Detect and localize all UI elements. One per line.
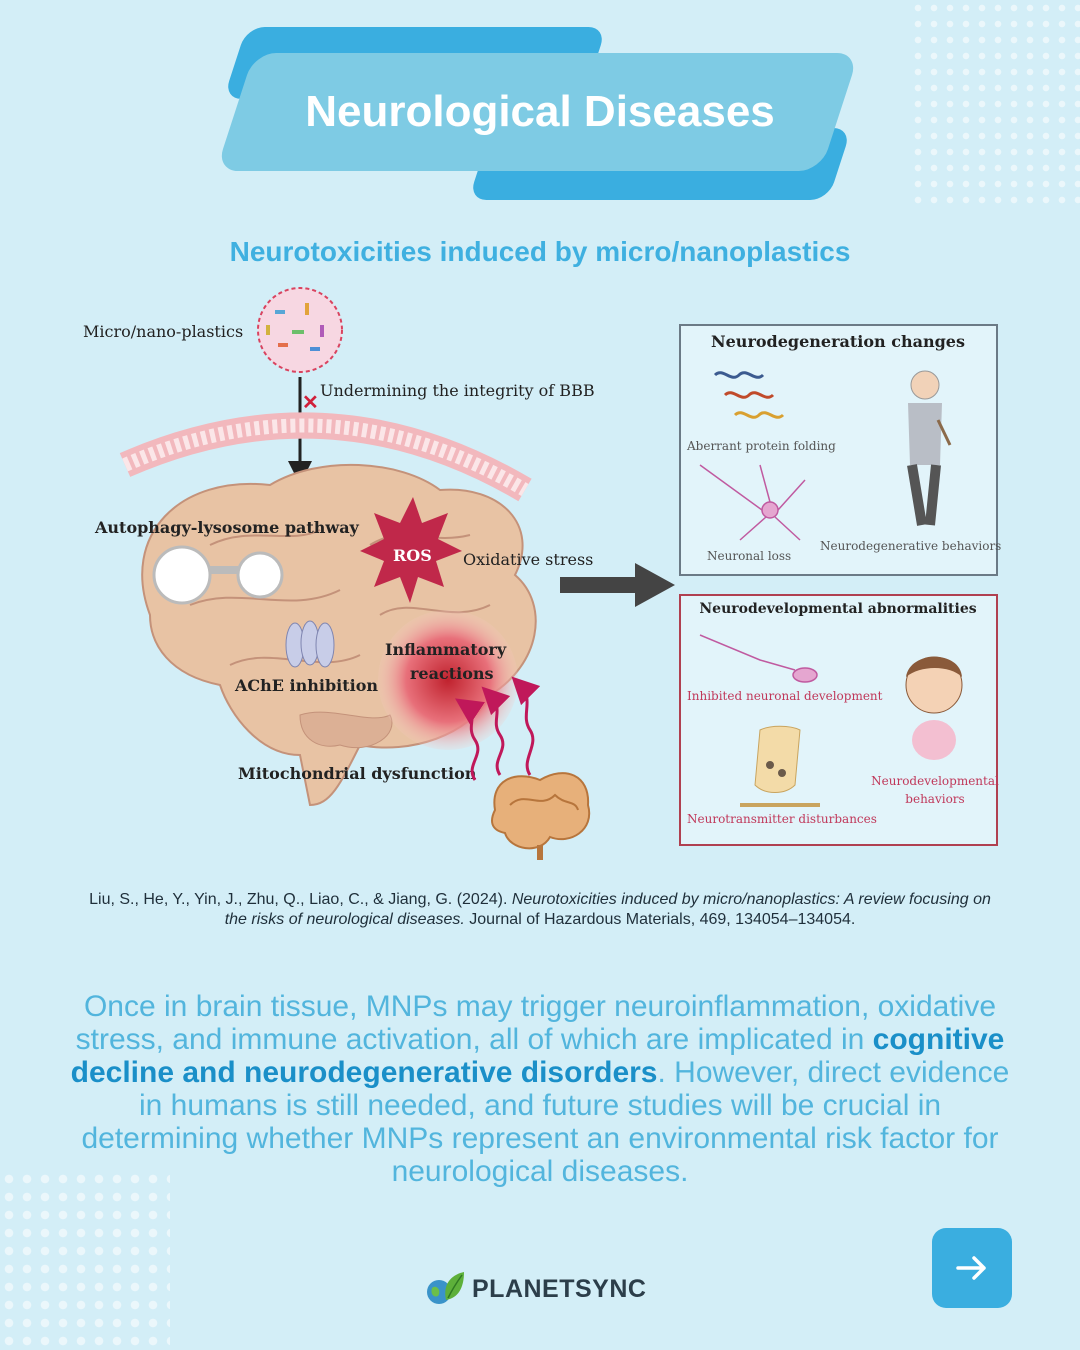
citation-authors: Liu, S., He, Y., Yin, J., Zhu, Q., Liao, C., & Jiang, G. (2024). bbox=[89, 891, 508, 908]
label-ache: AChE inhibition bbox=[235, 676, 379, 695]
planet-leaf-icon bbox=[424, 1270, 466, 1308]
label-dev-behaviors-2: behaviors bbox=[905, 792, 965, 806]
body-paragraph bbox=[70, 990, 1010, 1188]
neurodevelopment-title: Neurodevelopmental abnormalities bbox=[699, 601, 977, 617]
label-inflammatory-2: reactions bbox=[410, 664, 494, 683]
cross-icon: ✕ bbox=[302, 390, 319, 414]
citation-journal: Journal of Hazardous Materials, 469, 134054–134054. bbox=[469, 911, 856, 928]
arrow-right-icon bbox=[952, 1248, 992, 1288]
label-transmitter: Neurotransmitter disturbances bbox=[687, 812, 877, 826]
neurodevelopment-box bbox=[680, 595, 997, 845]
label-dev-behaviors-1: Neurodevelopmental bbox=[871, 774, 999, 788]
body-part-2: . However, direct evidence in humans is still needed, and future studies will be crucial in determining whether MNPs represent an environmental risk factor for neurological diseases. bbox=[81, 1056, 1010, 1188]
citation bbox=[80, 890, 1000, 930]
label-autophagy: Autophagy-lysosome pathway bbox=[95, 518, 359, 537]
neurotoxicity-diagram bbox=[70, 285, 1010, 865]
label-bbb: Undermining the integrity of BBB bbox=[320, 381, 595, 400]
body-highlight: cognitive decline and neurodegenerative disorders bbox=[70, 1023, 1005, 1089]
label-ros: ROS bbox=[393, 546, 432, 565]
label-mito: Mitochondrial dysfunction bbox=[238, 764, 477, 783]
label-neuronal-loss: Neuronal loss bbox=[707, 549, 792, 563]
label-oxidative: Oxidative stress bbox=[463, 550, 594, 569]
citation-title: Neurotoxicities induced by micro/nanoplastics: A review focusing on the risks of neurological diseases. bbox=[224, 891, 991, 928]
brand-name: PLANETSYNC bbox=[472, 1274, 647, 1303]
decorative-dots-top-right bbox=[910, 0, 1080, 210]
brand-logo bbox=[424, 1270, 646, 1308]
right-arrow-icon bbox=[560, 563, 675, 607]
body-part-1: Once in brain tissue, MNPs may trigger neuroinflammation, oxidative stress, and immune activation, all of which are implicated in bbox=[75, 990, 997, 1056]
microplastics-particle-icon bbox=[258, 288, 342, 372]
label-neuro-behaviors: Neurodegenerative behaviors bbox=[820, 539, 1002, 553]
label-inhibited: Inhibited neuronal development bbox=[687, 689, 883, 703]
next-button[interactable] bbox=[932, 1228, 1012, 1308]
figure-subtitle: Neurotoxicities induced by micro/nanoplastics bbox=[229, 236, 851, 267]
ache-enzyme-icon bbox=[286, 621, 334, 667]
decorative-dots-bottom-left bbox=[0, 1170, 170, 1350]
neurodegeneration-title: Neurodegeneration changes bbox=[711, 332, 965, 351]
label-protein: Aberrant protein folding bbox=[687, 439, 836, 453]
label-mnp: Micro/nano-plastics bbox=[83, 322, 244, 341]
intestine-icon bbox=[492, 773, 589, 860]
page-title: Neurological Diseases bbox=[305, 87, 775, 136]
label-inflammatory-1: Inflammatory bbox=[385, 640, 507, 659]
